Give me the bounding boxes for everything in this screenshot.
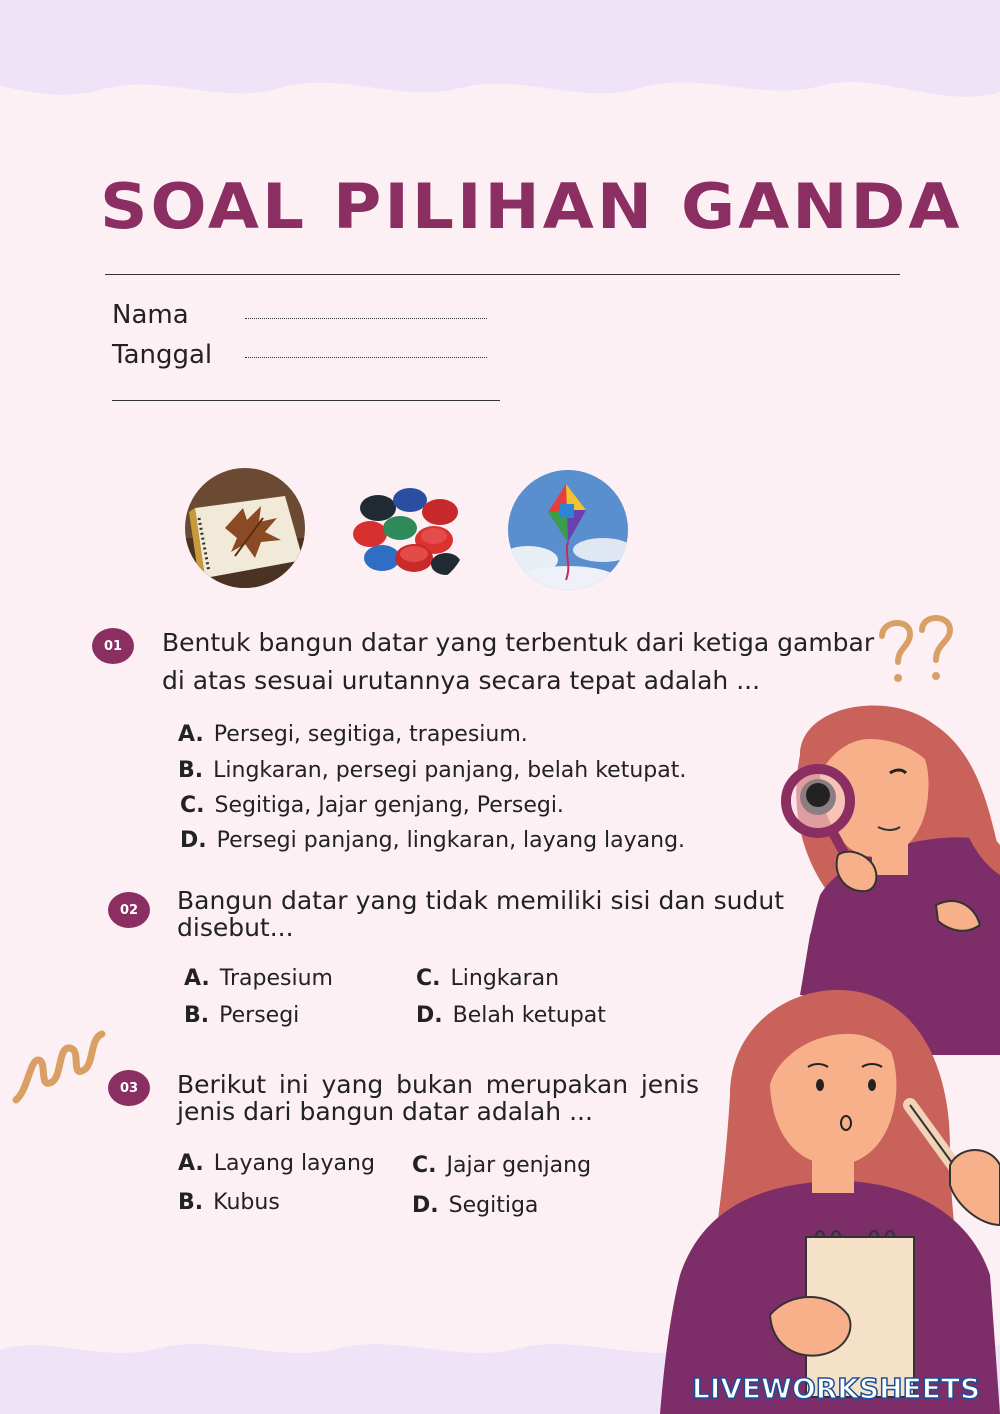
question-text: Bangun datar yang tidak memiliki sisi dan sudut disebut... [177, 886, 784, 942]
option-b[interactable] [178, 758, 686, 783]
option-letter: A. [184, 966, 210, 991]
option-text: Jajar genjang [446, 1153, 592, 1178]
option-letter: D. [416, 1003, 443, 1028]
option-letter: A. [178, 722, 204, 747]
option-text: Trapesium [219, 966, 333, 991]
option-text: Lingkaran [450, 966, 560, 991]
option-a[interactable] [178, 1151, 375, 1176]
option-a[interactable] [184, 966, 333, 991]
girl-notepad-illustration [660, 975, 1000, 1414]
date-input-line[interactable] [245, 357, 487, 358]
name-input-line[interactable] [245, 318, 487, 319]
option-text: Segitiga, Jajar genjang, Persegi. [214, 793, 564, 818]
leaf-notebook-photo [185, 468, 305, 588]
option-text: Persegi, segitiga, trapesium. [213, 722, 528, 747]
option-c[interactable] [180, 793, 564, 818]
option-c[interactable] [416, 966, 559, 991]
title-divider [105, 274, 900, 275]
question-text: Berikut ini yang bukan merupakan jenis jenis dari bangun datar adalah ... [177, 1070, 699, 1126]
kite-sky-photo [508, 470, 628, 590]
option-text: Persegi panjang, lingkaran, layang layang. [216, 828, 686, 853]
option-letter: A. [178, 1151, 204, 1176]
option-letter: C. [180, 793, 205, 818]
question-number-badge: 03 [108, 1070, 150, 1106]
liveworksheets-logo: LIVEWORKSHEETS [692, 1372, 981, 1405]
option-text: Belah ketupat [452, 1003, 606, 1028]
top-wave-decoration [0, 0, 1000, 110]
question-number-badge: 01 [92, 628, 134, 664]
option-letter: B. [184, 1003, 210, 1028]
page-title: SOAL PILIHAN GANDA [100, 169, 963, 244]
option-letter: C. [416, 966, 441, 991]
option-text: Segitiga [448, 1193, 539, 1218]
option-c[interactable] [412, 1153, 591, 1178]
option-text: Kubus [213, 1190, 280, 1215]
bottle-caps-photo [348, 470, 468, 590]
option-letter: C. [412, 1153, 437, 1178]
name-label: Nama [112, 300, 189, 330]
option-d[interactable] [412, 1193, 538, 1218]
option-letter: B. [178, 1190, 204, 1215]
option-d[interactable] [416, 1003, 606, 1028]
option-text: Persegi [219, 1003, 300, 1028]
question-number-badge: 02 [108, 892, 150, 928]
option-b[interactable] [184, 1003, 299, 1028]
option-b[interactable] [178, 1190, 280, 1215]
option-d[interactable] [180, 828, 685, 853]
option-letter: D. [412, 1193, 439, 1218]
option-letter: D. [180, 828, 207, 853]
loop-doodle [8, 1020, 108, 1110]
option-text: Lingkaran, persegi panjang, belah ketupat. [213, 758, 687, 783]
fields-divider [112, 400, 500, 401]
question-text: Bentuk bangun datar yang terbentuk dari ketiga gambar di atas sesuai urutannya secara tepat adalah ... [162, 628, 875, 695]
option-text: Layang layang [213, 1151, 375, 1176]
option-letter: B. [178, 758, 204, 783]
date-label: Tanggal [112, 340, 213, 370]
option-a[interactable] [178, 722, 528, 747]
